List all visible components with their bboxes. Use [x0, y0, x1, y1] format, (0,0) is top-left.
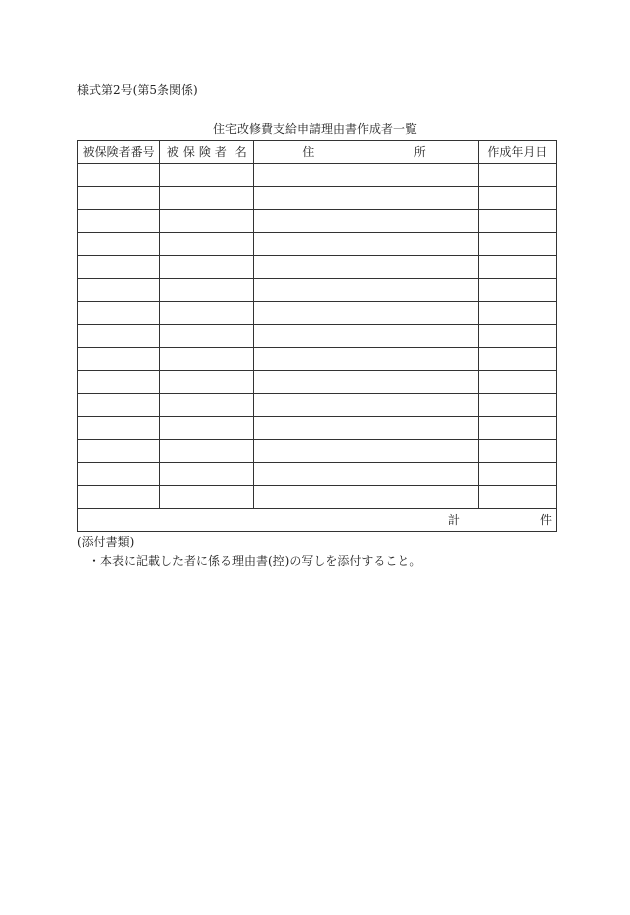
cell-created-date	[478, 417, 556, 440]
header-insured-name-char: 保	[182, 145, 195, 159]
table-row	[78, 187, 557, 210]
header-insured-name-char: 名	[234, 145, 247, 159]
cell-insured-number	[78, 256, 160, 279]
header-row	[78, 141, 557, 164]
cell-insured-number	[78, 371, 160, 394]
cell-created-date	[478, 302, 556, 325]
cell-address	[254, 348, 478, 371]
cell-insured-number	[78, 325, 160, 348]
cell-address	[254, 164, 478, 187]
cell-address	[254, 486, 478, 509]
cell-insured-number	[78, 233, 160, 256]
cell-created-date	[478, 463, 556, 486]
cell-insured-name	[160, 187, 254, 210]
table-row	[78, 325, 557, 348]
cell-address	[254, 233, 478, 256]
cell-created-date	[478, 233, 556, 256]
cell-insured-name	[160, 164, 254, 187]
cell-created-date	[478, 440, 556, 463]
total-unit: 件	[540, 513, 553, 527]
cell-created-date	[478, 325, 556, 348]
cell-insured-number	[78, 486, 160, 509]
cell-insured-name	[160, 486, 254, 509]
cell-created-date	[478, 348, 556, 371]
header-address-char: 住	[302, 145, 315, 159]
table-row	[78, 348, 557, 371]
table-row	[78, 371, 557, 394]
table-row	[78, 417, 557, 440]
table-row	[78, 463, 557, 486]
cell-address	[254, 325, 478, 348]
cell-insured-name	[160, 440, 254, 463]
cell-insured-number	[78, 279, 160, 302]
cell-address	[254, 394, 478, 417]
cell-insured-name	[160, 348, 254, 371]
cell-insured-name	[160, 210, 254, 233]
header-created-date: 作成年月日	[478, 141, 556, 164]
attachment-heading: (添付書類)	[77, 535, 135, 549]
table-row	[78, 302, 557, 325]
cell-address	[254, 302, 478, 325]
attachment-note: ・本表に記載した者に係る理由書(控)の写しを添付すること。	[88, 554, 422, 568]
cell-insured-name	[160, 233, 254, 256]
cell-insured-number	[78, 417, 160, 440]
cell-insured-name	[160, 394, 254, 417]
cell-insured-name	[160, 371, 254, 394]
cell-insured-name	[160, 279, 254, 302]
cell-address	[254, 371, 478, 394]
cell-address	[254, 210, 478, 233]
document-title: 住宅改修費支給申請理由書作成者一覧	[212, 122, 417, 136]
cell-created-date	[478, 279, 556, 302]
cell-created-date	[478, 187, 556, 210]
total-row	[78, 509, 557, 532]
table-row	[78, 394, 557, 417]
table-row	[78, 210, 557, 233]
header-insured-name-char: 険	[198, 145, 211, 159]
cell-address	[254, 279, 478, 302]
cell-insured-name	[160, 463, 254, 486]
cell-created-date	[478, 394, 556, 417]
cell-insured-number	[78, 164, 160, 187]
header-insured-name-char: 被	[166, 145, 179, 159]
cell-insured-number	[78, 210, 160, 233]
header-insured-number: 被保険者番号	[78, 141, 160, 164]
cell-insured-name	[160, 325, 254, 348]
table-row	[78, 440, 557, 463]
header-insured-name-char: 者	[214, 145, 227, 159]
cell-created-date	[478, 210, 556, 233]
table-row	[78, 486, 557, 509]
cell-address	[254, 187, 478, 210]
cell-insured-number	[78, 440, 160, 463]
cell-insured-number	[78, 348, 160, 371]
cell-created-date	[478, 486, 556, 509]
table-row	[78, 233, 557, 256]
cell-insured-number	[78, 394, 160, 417]
cell-insured-name	[160, 302, 254, 325]
table-row	[78, 164, 557, 187]
cell-insured-name	[160, 417, 254, 440]
total-cell	[78, 509, 557, 532]
form-number: 様式第2号(第5条関係)	[77, 83, 198, 97]
cell-address	[254, 463, 478, 486]
total-label: 計	[448, 513, 461, 527]
header-insured-name	[160, 141, 254, 164]
cell-insured-number	[78, 302, 160, 325]
header-address-char: 所	[413, 145, 426, 159]
cell-created-date	[478, 256, 556, 279]
header-address	[254, 141, 478, 164]
cell-address	[254, 440, 478, 463]
cell-insured-name	[160, 256, 254, 279]
cell-created-date	[478, 371, 556, 394]
cell-insured-number	[78, 463, 160, 486]
cell-created-date	[478, 164, 556, 187]
table-row	[78, 256, 557, 279]
cell-address	[254, 417, 478, 440]
cell-address	[254, 256, 478, 279]
author-list-table	[77, 140, 557, 532]
cell-insured-number	[78, 187, 160, 210]
table-row	[78, 279, 557, 302]
